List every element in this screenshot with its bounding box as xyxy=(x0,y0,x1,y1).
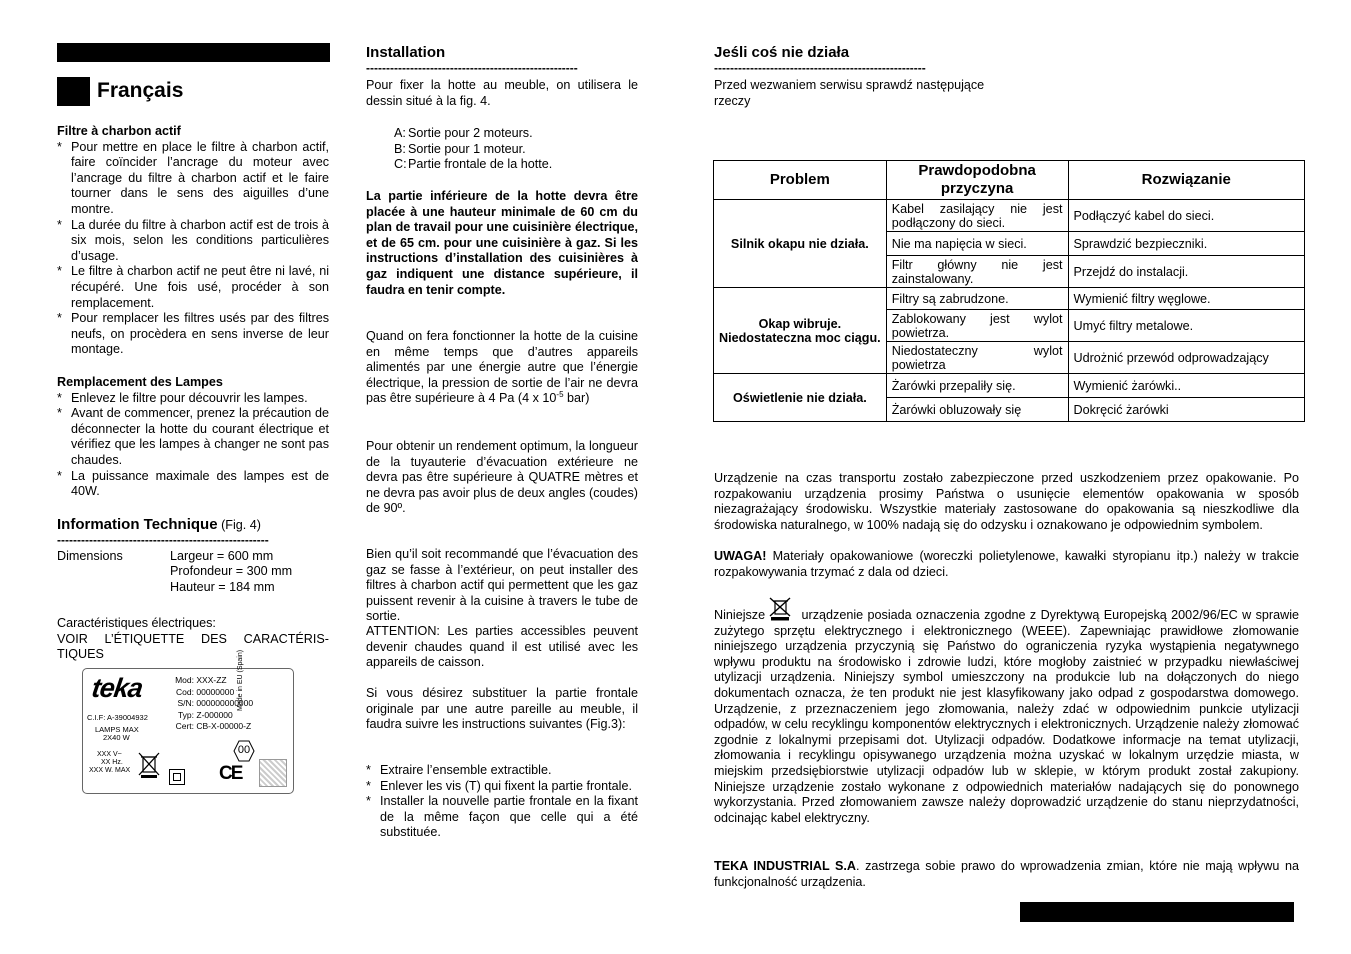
solution-cell: Udrożnić przewód odprowadzający xyxy=(1068,342,1305,374)
list-item: * Extraire l’ensemble extractible. xyxy=(366,763,638,779)
cause-cell: Żarówki obluzowały się xyxy=(886,398,1068,422)
dash-rule: ----------------------------------------------------- xyxy=(714,62,926,75)
duct-paragraph: Pour obtenir un rendement optimum, la longueur de la tuyauterie d’évacuation extérieure ne devra pas être supérieure à QUATRE mètres et ne devra pas avoir plus de deux angles (coudes) de 90º. xyxy=(366,439,638,516)
weee-paragraph xyxy=(714,608,1299,826)
hologram-sticker xyxy=(259,759,287,787)
notified-body-badge xyxy=(233,740,255,762)
pressure-exponent: -5 xyxy=(556,390,564,400)
plate-lamps: LAMPS MAX xyxy=(95,725,139,734)
cert-value: CB-X-00000-Z xyxy=(196,721,252,731)
solution-cell: Sprawdzić bezpieczniki. xyxy=(1068,232,1305,256)
solution-cell: Wymienić żarówki.. xyxy=(1068,374,1305,398)
cause-cell: Filtry są zabrudzone. xyxy=(886,288,1068,310)
outlet-key: B: xyxy=(394,141,406,156)
electrical-section xyxy=(57,616,329,663)
filter-section xyxy=(57,124,329,358)
lamps-section xyxy=(57,375,329,500)
language-marker-box xyxy=(57,77,90,106)
list-item: * Pour remplacer les filtres usés par des filtres neufs, on procèdera en sens inverse de leur montage. xyxy=(57,311,329,358)
typ-label: Typ: xyxy=(177,709,194,720)
electrical-title: Caractéristiques électriques: xyxy=(57,616,216,630)
section-heading-francais: Français xyxy=(97,79,184,102)
top-left-black-bar xyxy=(57,43,330,62)
made-in-label: Made in EU (Spain) xyxy=(237,649,244,711)
sn-label: S/N: xyxy=(177,698,194,708)
cause-cell: Niedostateczny wylot powietrza xyxy=(886,342,1068,374)
recirculation-paragraph: Bien qu’il soit recommandé que l’évacuation des gaz se fasse à l’extérieur, on peut installer des filtres à charbon actif qui permettent que les gaz puissent revenir à la cuisine à travers le tube de sortie. xyxy=(366,547,638,624)
cause-cell: Żarówki przepaliły się. xyxy=(886,374,1068,398)
header-solution: Rozwiązanie xyxy=(1068,161,1305,200)
tech-fig-ref: (Fig. 4) xyxy=(221,518,261,532)
solution-cell: Wymienić filtry węglowe. xyxy=(1068,288,1305,310)
troubleshooting-table xyxy=(713,160,1305,422)
bottom-right-black-bar xyxy=(1020,902,1294,922)
outlet-desc: Sortie pour 2 moteurs. xyxy=(408,126,533,140)
list-item: * Pour mettre en place le filtre à charbon actif, faire coïncider l’ancrage du moteur avec l’ancrage du filtre à charbon actif et le faire tourner dans le sens des aiguilles d’une montre. xyxy=(57,140,329,218)
plate-power: XXX W. MAX xyxy=(89,767,131,774)
cause-cell: Kabel zasilający nie jest podłączony do sieci. xyxy=(886,200,1068,232)
dimension-width: Largeur = 600 mm xyxy=(170,548,274,563)
cert-label: Cert: xyxy=(175,721,194,731)
steps-list xyxy=(366,763,638,841)
pressure-unit: bar) xyxy=(563,391,590,406)
solution-cell: Przejdź do instalacji. xyxy=(1068,256,1305,288)
troubleshooting-title: Jeśli coś nie działa xyxy=(714,44,850,61)
installation-title: Installation xyxy=(366,44,446,61)
teka-logo: teka xyxy=(89,673,145,703)
outlet-desc: Partie frontale de la hotte. xyxy=(408,157,553,172)
cause-cell: Zablokowany jest wylot powietrza. xyxy=(886,310,1068,342)
packaging-paragraph: Urządzenie na czas transportu zostało zabezpieczone przed uszkodzeniem przez opakowanie. Po rozpakowaniu urządzenia prosimy Państwa o usunięcie elementów opakowania w sposób niezagrażający środowisku. Wszystkie materiały zastosowane do opakowania są nieszkodliwe dla środowiska naturalnego, w 100% nadają się do odzysku i oznakowano je odpowiednim symbolem. xyxy=(714,471,1299,532)
list-item: * La durée du filtre à charbon actif est de trois à six mois, selon les conditions particulières d’usage. xyxy=(57,218,329,265)
height-warning: La partie inférieure de la hotte devra être placée à une hauteur minimale de 60 cm du plan de travail pour une cuisinière électrique, et de 65 cm. pour une cuisinière à gaz. Si les instructions d’installation des cuisinières à gaz indiquent une distance supérieure, il faudra en tenir compte. xyxy=(366,189,638,297)
crossed-bin-icon xyxy=(137,751,161,779)
list-item: * Enlevez le filtre pour découvrir les lampes. xyxy=(57,391,329,407)
list-item: * Le filtre à charbon actif ne peut être ni lavé, ni récupéré. Une fois usé, procéder à son remplacement. xyxy=(57,264,329,311)
problem-cell: Oświetlenie nie działa. xyxy=(714,374,887,422)
warning-label: UWAGA! xyxy=(714,549,767,563)
weee-start: Niniejsze xyxy=(714,608,766,622)
pressure-text: Quand on fera fonctionner la hotte de la cuisine en même temps que d’autres appareils alimentés par une énergie autre que l’énergie électrique, la pression de sortie de l’air ne devra pas être supérieure à 4 Pa (4 x 10 xyxy=(366,329,638,406)
dimension-depth: Profondeur = 300 mm xyxy=(170,564,293,579)
plate-frequency: XX Hz. xyxy=(101,759,123,766)
mod-label: Mod: xyxy=(175,675,194,685)
lamps-title: Remplacement des Lampes xyxy=(57,375,223,389)
solution-cell: Umyć filtry metalowe. xyxy=(1068,310,1305,342)
solution-cell: Dokręcić żarówki xyxy=(1068,398,1305,422)
outlet-list xyxy=(394,126,552,173)
dimension-height: Hauteur = 184 mm xyxy=(170,579,275,594)
crossed-bin-icon xyxy=(767,597,793,621)
typ-value: Z-000000 xyxy=(196,709,233,720)
warning-paragraph xyxy=(714,549,1299,580)
tech-title: Information Technique xyxy=(57,516,218,533)
weee-text: urządzenie posiada oznaczenia zgodne z Dyrektywą Europejską 2002/96/EC w sprawie zużytego sprzętu elektrycznego i elektronicznego (WEEE). Zapewniając prawidłowe złomowanie niniejszego urządzenia przyczynią się Państwo do ograniczenia ryzyka wystąpienia negatywnego wpływu produktu na środowisko i zdrowie ludzi, które mogłoby zaistnieć w przypadku niewłaściwej utylizacji urządzenia. Niniejszy symbol umieszczony na produkcie lub na dołączonych do niego dokumentach oznacza, że ten produkt nie jest klasyfikowany jako odpad z gospodarstwa domowego. Urządzenie, z przeznaczeniem jego złomowania, należy zdać w odpowiednim punkcie utylizacji odpadów, w celu recyklingu komponentów elektrycznych i elektronicznych. Urządzenie należy złomować zgodnie z lokalnymi przepisami dot. Utylizacji odpadów. Dodatkowe informacje na temat utylizacji, złomowania i recyklingu opisywanego urządzenia można uzyskać w lokalnym urzędzie miasta, w miejskim przedsiębiorstwie utylizacji odpadów lub w sklepie, w którym produkt został zakupiony. Niniejsze urządzenie zostało wykonane z odpowiednich materiałów nadających się do ponownego wykorzystania. Przed złomowaniem zawsze należy doprowadzić urządzenie do stanu nieprzydatności, odcinając kabel elektryczny. xyxy=(714,608,1299,825)
dash-rule: ----------------------------------------------------- xyxy=(366,62,578,75)
outlet-key: C: xyxy=(394,157,407,172)
tech-section xyxy=(57,517,329,597)
pressure-paragraph xyxy=(366,329,638,407)
outlet-desc: Sortie pour 1 moteur. xyxy=(408,141,526,156)
header-cause: Prawdopodobna przyczyna xyxy=(886,161,1068,200)
list-item: * Avant de commencer, prenez la précaution de déconnecter la hotte du courant électrique et vérifiez que les lampes à changer ne sont pas chaudes. xyxy=(57,406,329,468)
list-item: * Enlever les vis (T) qui fixent la partie frontale. xyxy=(366,779,638,795)
dash-rule: ----------------------------------------------------- xyxy=(57,533,269,547)
dimensions-label: Dimensions xyxy=(57,548,123,563)
problem-cell: Okap wibruje. Niedostateczna moc ciągu. xyxy=(714,288,887,374)
attention-paragraph: ATTENTION: Les parties accessibles peuvent devenir chaudes quand il est utilisé avec les appareils de caisson. xyxy=(366,624,638,670)
cause-cell: Nie ma napięcia w sieci. xyxy=(886,232,1068,256)
company-paragraph xyxy=(714,859,1299,890)
list-item: * La puissance maximale des lampes est de 40W. xyxy=(57,469,329,500)
problem-cell: Silnik okapu nie działa. xyxy=(714,200,887,288)
outlet-key: A: xyxy=(394,126,406,140)
badge-number: 00 xyxy=(237,744,251,756)
solution-cell: Podłączyć kabel do sieci. xyxy=(1068,200,1305,232)
electrical-text: VOIR L’ÉTIQUETTE DES CARACTÉRIS-TIQUES xyxy=(57,631,329,662)
mod-value: XXX-ZZ xyxy=(196,675,227,685)
filter-title: Filtre à charbon actif xyxy=(57,124,181,138)
troubleshooting-intro: Przed wezwaniem serwisu sprawdź następujące rzeczy xyxy=(714,78,985,108)
cod-value: 00000000 xyxy=(196,686,235,697)
cod-label: Cod: xyxy=(176,686,194,697)
ce-mark: CE xyxy=(219,763,242,784)
list-item: * Installer la nouvelle partie frontale en la fixant de la même façon que celle qui a été substituée. xyxy=(366,794,638,841)
company-text: . zastrzega sobie prawo do wprowadzenia zmian, które nie mają wpływu na funkcjonalność urządzenia. xyxy=(714,859,1299,889)
cause-cell: Filtr główny nie jest zainstalowany. xyxy=(886,256,1068,288)
header-problem: Problem xyxy=(714,161,887,200)
plate-lamps-watt: 2X40 W xyxy=(103,733,130,742)
class-two-icon xyxy=(169,769,185,785)
sn-value: 000000000000 xyxy=(196,698,254,708)
installation-intro: Pour fixer la hotte au meuble, on utilisera le dessin situé à la fig. 4. xyxy=(366,78,638,108)
company-name: TEKA INDUSTRIAL S.A xyxy=(714,859,857,873)
front-panel-paragraph: Si vous désirez substituer la partie frontale originale par une autre pareille au meuble, il faudra suivre les instructions suivantes (Fig.3): xyxy=(366,686,638,732)
warning-text: Materiały opakowaniowe (woreczki polietylenowe, kawałki styropianu itp.) należy w trakcie rozpakowywania trzymać z dala od dzieci. xyxy=(714,549,1299,579)
rating-plate xyxy=(82,649,294,794)
plate-cif: C.I.F: A-39004932 xyxy=(87,713,148,722)
plate-voltage: XXX V~ xyxy=(97,751,122,758)
